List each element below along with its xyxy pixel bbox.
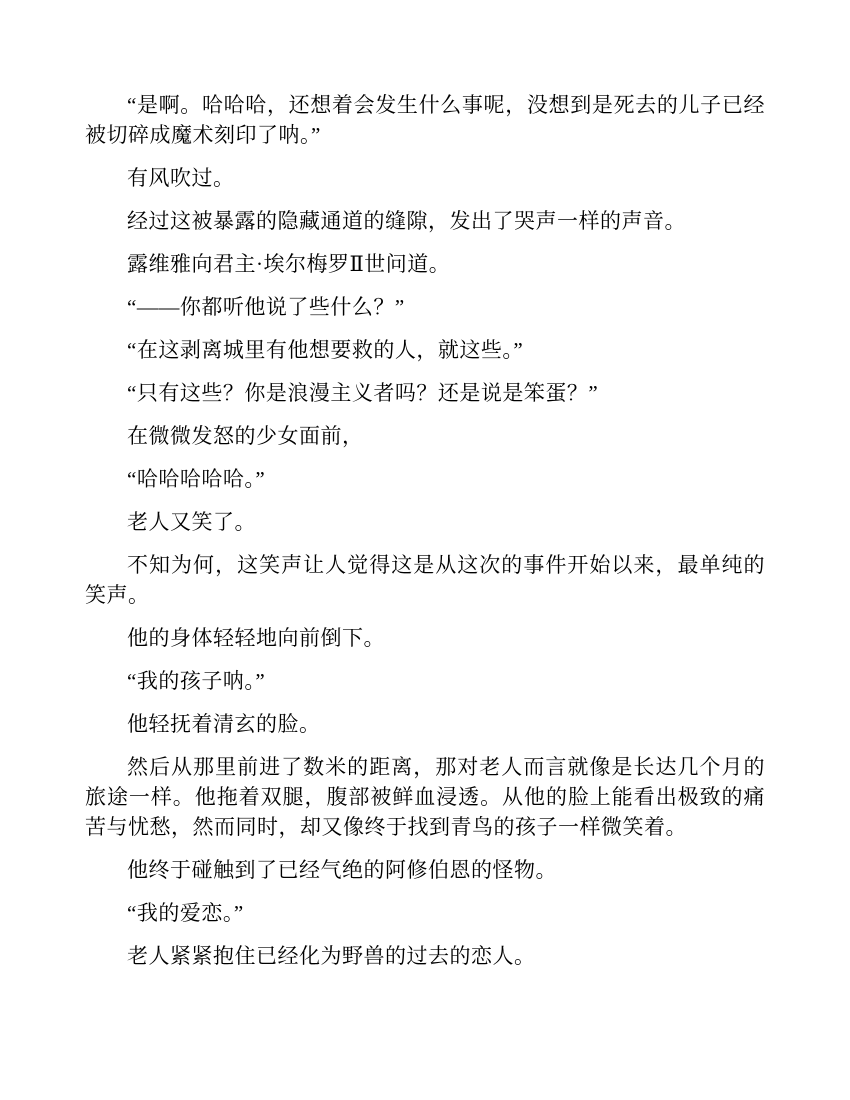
paragraph: “在这剥离城里有他想要救的人，就这些。” (127, 338, 524, 362)
paragraph: 露维雅向君主·埃尔梅罗Ⅱ世问道。 (127, 252, 451, 276)
paragraph: 不知为何，这笑声让人觉得这是从这次的事件开始以来，最单纯的笑声。 (85, 553, 765, 607)
paragraph: “我的爱恋。” (127, 901, 244, 925)
paragraph: “——你都听他说了些什么？” (127, 295, 405, 319)
paragraph: “是啊。哈哈哈，还想着会发生什么事呢，没想到是死去的儿子已经被切碎成魔术刻印了呐。” (85, 93, 765, 147)
paragraph: 他的身体轻轻地向前倒下。 (127, 626, 385, 650)
paragraph: 有风吹过。 (127, 166, 235, 190)
paragraph: “只有这些？你是浪漫主义者吗？还是说是笨蛋？” (127, 381, 599, 405)
paragraph: “我的孩子呐。” (127, 669, 266, 693)
paragraph: 他轻抚着清玄的脸。 (127, 712, 321, 736)
paragraph: 然后从那里前进了数米的距离，那对老人而言就像是长达几个月的旅途一样。他拖着双腿，腹部被鲜血浸透。从他的脸上能看出极致的痛苦与忧愁，然而同时，却又像终于找到青鸟的孩子一样微笑着。 (85, 755, 765, 839)
paragraph: 在微微发怒的少女面前， (127, 424, 364, 448)
paragraph: 经过这被暴露的隐藏通道的缝隙，发出了哭声一样的声音。 (127, 209, 686, 233)
paragraph: 他终于碰触到了已经气绝的阿修伯恩的怪物。 (127, 858, 557, 882)
paragraph: 老人紧紧抱住已经化为野兽的过去的恋人。 (127, 944, 536, 968)
paragraph: “哈哈哈哈哈。” (127, 467, 266, 491)
paragraph: 老人又笑了。 (127, 510, 256, 534)
